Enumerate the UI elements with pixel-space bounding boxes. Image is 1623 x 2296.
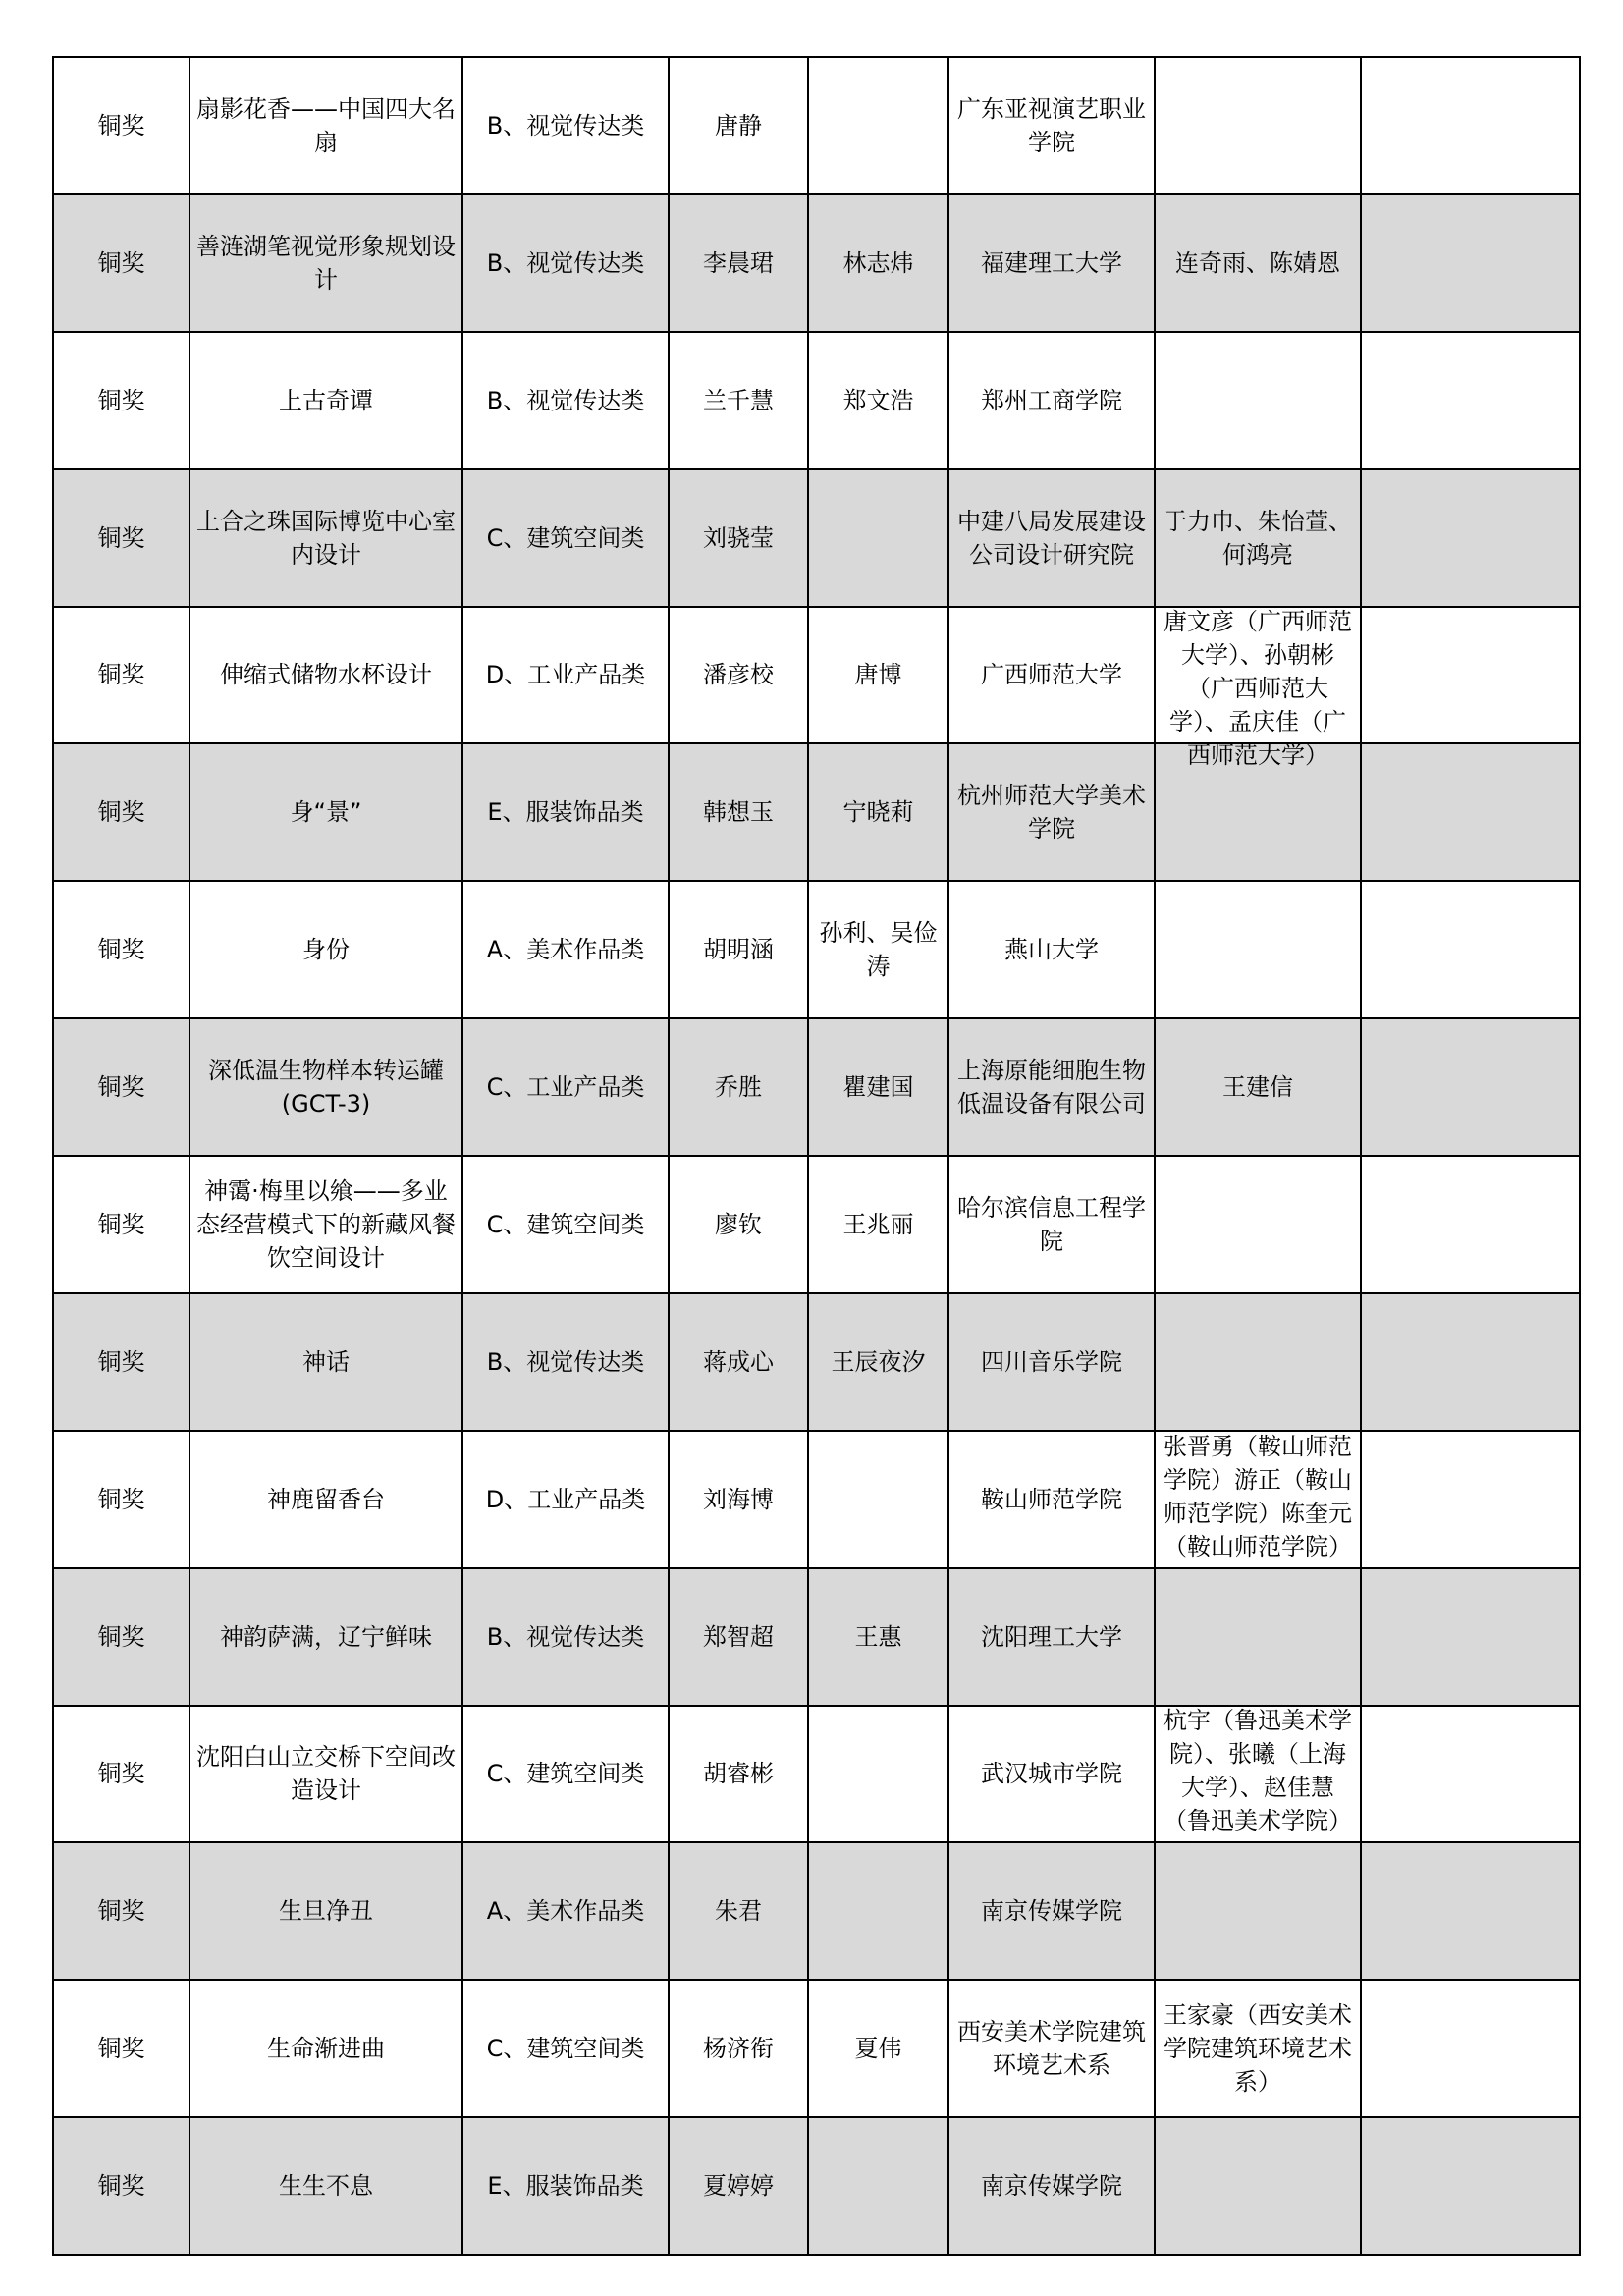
cell-text: 夏婷婷 xyxy=(703,2172,774,2201)
cell-text: 伸缩式储物水杯设计 xyxy=(220,661,432,689)
cell-advisor xyxy=(808,881,948,1018)
table-row xyxy=(53,607,1580,744)
cell-title xyxy=(189,1431,462,1568)
cell-text: 潘彦校 xyxy=(703,661,774,689)
table-body xyxy=(53,57,1580,2255)
cell-members xyxy=(1155,881,1361,1018)
cell-text: 哈尔滨信息工程学院 xyxy=(957,1193,1146,1255)
cell-school xyxy=(948,1706,1155,1843)
cell-advisor xyxy=(808,57,948,194)
cell-text: 王家豪（西安美术学院建筑环境艺术系） xyxy=(1163,2001,1352,2097)
cell-text: C、建筑空间类 xyxy=(486,1210,645,1238)
cell-text: 杨济衔 xyxy=(703,2035,774,2063)
table-row xyxy=(53,469,1580,607)
table-row xyxy=(53,881,1580,1018)
cell-text: 夏伟 xyxy=(854,2035,902,2063)
cell-award xyxy=(53,607,189,744)
cell-text: 神鹿留香台 xyxy=(267,1485,385,1513)
cell-category xyxy=(462,1706,669,1843)
cell-award xyxy=(53,2117,189,2255)
cell-school xyxy=(948,1293,1155,1431)
table-row xyxy=(53,1293,1580,1431)
cell-school xyxy=(948,1980,1155,2117)
cell-text: 兰千慧 xyxy=(703,386,774,414)
cell-text: 铜奖 xyxy=(97,386,145,414)
cell-advisor xyxy=(808,1706,948,1843)
cell-title xyxy=(189,1980,462,2117)
cell-award xyxy=(53,1980,189,2117)
cell-note xyxy=(1361,332,1580,469)
cell-text: 南京传媒学院 xyxy=(981,2172,1122,2201)
cell-author xyxy=(669,881,808,1018)
cell-category xyxy=(462,607,669,744)
cell-text: B、视觉传达类 xyxy=(486,111,645,139)
cell-advisor xyxy=(808,194,948,332)
cell-members xyxy=(1155,1842,1361,1980)
cell-award xyxy=(53,57,189,194)
cell-text: 唐文彦（广西师范大学）、孙朝彬（广西师范大学）、孟庆佳（广 xyxy=(1163,608,1352,737)
cell-advisor xyxy=(808,1431,948,1568)
cell-note xyxy=(1361,1980,1580,2117)
cell-note xyxy=(1361,1568,1580,1706)
cell-text: 生旦净丑 xyxy=(279,1897,373,1926)
cell-advisor xyxy=(808,743,948,881)
cell-advisor xyxy=(808,607,948,744)
cell-author xyxy=(669,607,808,744)
cell-note xyxy=(1361,607,1580,744)
cell-text: C、工业产品类 xyxy=(486,1073,645,1102)
cell-title xyxy=(189,607,462,744)
cell-text: 铜奖 xyxy=(97,661,145,689)
cell-text: 四川音乐学院 xyxy=(981,1347,1122,1376)
cell-school xyxy=(948,469,1155,607)
cell-text: 扇影花香——中国四大名扇 xyxy=(196,94,456,156)
cell-text: 王兆丽 xyxy=(842,1210,914,1238)
cell-text: A、美术作品类 xyxy=(486,936,645,964)
cell-category xyxy=(462,469,669,607)
cell-text: 铜奖 xyxy=(97,1073,145,1102)
cell-category xyxy=(462,2117,669,2255)
cell-text: 深低温生物样本转运罐(GCT-3) xyxy=(208,1057,444,1119)
cell-category xyxy=(462,1293,669,1431)
cell-text: 铜奖 xyxy=(97,1347,145,1376)
cell-text: 西安美术学院建筑环境艺术系 xyxy=(957,2018,1146,2080)
cell-school xyxy=(948,1568,1155,1706)
cell-school xyxy=(948,2117,1155,2255)
cell-note xyxy=(1361,57,1580,194)
cell-author xyxy=(669,2117,808,2255)
table-row xyxy=(53,2117,1580,2255)
cell-school xyxy=(948,607,1155,744)
cell-text: E、服装饰品类 xyxy=(487,2172,644,2201)
cell-author xyxy=(669,1293,808,1431)
cell-award xyxy=(53,1842,189,1980)
cell-text: 上海原能细胞生物低温设备有限公司 xyxy=(957,1057,1146,1119)
cell-text: 于力巾、朱怡萱、何鸿亮 xyxy=(1163,507,1352,569)
cell-text: 廖钦 xyxy=(715,1210,762,1238)
cell-note xyxy=(1361,881,1580,1018)
cell-advisor xyxy=(808,2117,948,2255)
cell-text: 沈阳理工大学 xyxy=(981,1622,1122,1651)
cell-award xyxy=(53,469,189,607)
cell-text: 瞿建国 xyxy=(842,1073,914,1102)
cell-note xyxy=(1361,743,1580,881)
cell-text: 铜奖 xyxy=(97,1485,145,1513)
cell-text: 郑州工商学院 xyxy=(981,386,1122,414)
cell-note xyxy=(1361,469,1580,607)
cell-note xyxy=(1361,1842,1580,1980)
cell-text: 广东亚视演艺职业学院 xyxy=(957,94,1146,156)
cell-text: 郑文浩 xyxy=(842,386,914,414)
cell-author xyxy=(669,1431,808,1568)
cell-title xyxy=(189,1293,462,1431)
cell-text: B、视觉传达类 xyxy=(486,1347,645,1376)
cell-text: 铜奖 xyxy=(97,111,145,139)
cell-note xyxy=(1361,1431,1580,1568)
cell-members xyxy=(1155,194,1361,332)
cell-text: 身“景” xyxy=(290,798,362,827)
cell-title xyxy=(189,194,462,332)
cell-members xyxy=(1155,57,1361,194)
cell-school xyxy=(948,194,1155,332)
cell-author xyxy=(669,743,808,881)
cell-author xyxy=(669,469,808,607)
cell-text: 铜奖 xyxy=(97,936,145,964)
table-row xyxy=(53,1156,1580,1293)
cell-text: D、工业产品类 xyxy=(485,661,646,689)
cell-text: 胡明涵 xyxy=(703,936,774,964)
cell-title xyxy=(189,57,462,194)
cell-note xyxy=(1361,1018,1580,1156)
cell-title xyxy=(189,743,462,881)
cell-text: D、工业产品类 xyxy=(485,1485,646,1513)
cell-members xyxy=(1155,1156,1361,1293)
cell-text: 沈阳白山立交桥下空间改造设计 xyxy=(196,1743,456,1805)
cell-text: 朱君 xyxy=(715,1897,762,1926)
cell-category xyxy=(462,1431,669,1568)
table-row xyxy=(53,57,1580,194)
cell-advisor xyxy=(808,1156,948,1293)
cell-award xyxy=(53,1568,189,1706)
cell-school xyxy=(948,1156,1155,1293)
cell-members xyxy=(1155,1568,1361,1706)
cell-title xyxy=(189,881,462,1018)
cell-text: A、美术作品类 xyxy=(486,1897,645,1926)
cell-text: 神霭·梅里以飨——多业态经营模式下的新藏风餐饮空间设计 xyxy=(196,1176,456,1272)
cell-text: 杭宇（鲁迅美术学院）、张曦（上海大学）、赵佳慧（鲁迅美术学院） xyxy=(1163,1707,1352,1835)
cell-members xyxy=(1155,1293,1361,1431)
cell-award xyxy=(53,1706,189,1843)
cell-text: 铜奖 xyxy=(97,2035,145,2063)
cell-author xyxy=(669,1018,808,1156)
cell-category xyxy=(462,743,669,881)
cell-text: 韩想玉 xyxy=(703,798,774,827)
cell-text: 林志炜 xyxy=(842,248,914,277)
cell-note xyxy=(1361,2117,1580,2255)
cell-text: 孙利、吴俭涛 xyxy=(819,919,938,981)
cell-text: 宁晓莉 xyxy=(842,798,914,827)
cell-text: 郑智超 xyxy=(703,1622,774,1651)
cell-note xyxy=(1361,1706,1580,1843)
cell-text: 武汉城市学院 xyxy=(981,1760,1122,1788)
cell-author xyxy=(669,1980,808,2117)
cell-text: 刘骁莹 xyxy=(703,523,774,552)
cell-text: 铜奖 xyxy=(97,1622,145,1651)
cell-text: 身份 xyxy=(302,936,350,964)
cell-members xyxy=(1155,1018,1361,1156)
cell-text: C、建筑空间类 xyxy=(486,2035,645,2063)
cell-advisor xyxy=(808,469,948,607)
cell-school xyxy=(948,57,1155,194)
cell-author xyxy=(669,1842,808,1980)
cell-school xyxy=(948,1431,1155,1568)
cell-school xyxy=(948,1018,1155,1156)
table-row xyxy=(53,1706,1580,1843)
cell-text: 铜奖 xyxy=(97,1760,145,1788)
cell-advisor xyxy=(808,1568,948,1706)
cell-members xyxy=(1155,1706,1361,1843)
cell-school xyxy=(948,881,1155,1018)
cell-category xyxy=(462,1980,669,2117)
cell-text: 唐博 xyxy=(854,661,902,689)
table-row xyxy=(53,332,1580,469)
cell-members xyxy=(1155,1980,1361,2117)
cell-text: B、视觉传达类 xyxy=(486,1622,645,1651)
cell-members xyxy=(1155,607,1361,744)
cell-text: 中建八局发展建设公司设计研究院 xyxy=(957,507,1146,569)
cell-text: 杭州师范大学美术学院 xyxy=(957,782,1146,844)
cell-award xyxy=(53,1293,189,1431)
cell-note xyxy=(1361,1293,1580,1431)
cell-text: 上古奇谭 xyxy=(279,386,373,414)
cell-category xyxy=(462,1842,669,1980)
cell-title xyxy=(189,469,462,607)
cell-text: E、服装饰品类 xyxy=(487,798,644,827)
cell-title xyxy=(189,1842,462,1980)
cell-category xyxy=(462,194,669,332)
cell-advisor xyxy=(808,1842,948,1980)
cell-members xyxy=(1155,1431,1361,1568)
cell-author xyxy=(669,1706,808,1843)
cell-award xyxy=(53,1018,189,1156)
cell-category xyxy=(462,881,669,1018)
cell-text: 乔胜 xyxy=(715,1073,762,1102)
cell-text: 广西师范大学 xyxy=(981,661,1122,689)
cell-text: 上合之珠国际博览中心室内设计 xyxy=(196,507,456,569)
cell-text: 张晋勇（鞍山师范学院）游正（鞍山师范学院）陈奎元（鞍山师范学院） xyxy=(1163,1432,1352,1560)
table-row xyxy=(53,194,1580,332)
cell-text: 神韵萨满，辽宁鲜味 xyxy=(220,1622,432,1651)
cell-text: C、建筑空间类 xyxy=(486,1760,645,1788)
cell-advisor xyxy=(808,1980,948,2117)
cell-category xyxy=(462,57,669,194)
cell-title xyxy=(189,1156,462,1293)
cell-members xyxy=(1155,469,1361,607)
cell-school xyxy=(948,1842,1155,1980)
cell-advisor xyxy=(808,1293,948,1431)
cell-award xyxy=(53,332,189,469)
cell-text: 善涟湖笔视觉形象规划设计 xyxy=(196,232,456,294)
cell-text: 连奇雨、陈婧恩 xyxy=(1175,248,1340,277)
cell-category xyxy=(462,332,669,469)
cell-text: 生命渐进曲 xyxy=(267,2035,385,2063)
table-row xyxy=(53,1431,1580,1568)
table-row xyxy=(53,1018,1580,1156)
cell-members xyxy=(1155,332,1361,469)
cell-category xyxy=(462,1568,669,1706)
cell-note xyxy=(1361,1156,1580,1293)
cell-title xyxy=(189,1018,462,1156)
table-row xyxy=(53,1568,1580,1706)
cell-title xyxy=(189,2117,462,2255)
cell-note xyxy=(1361,194,1580,332)
cell-award xyxy=(53,194,189,332)
cell-text: 胡睿彬 xyxy=(703,1760,774,1788)
cell-text: 生生不息 xyxy=(279,2172,373,2201)
cell-text: 鞍山师范学院 xyxy=(981,1485,1122,1513)
cell-text: 铜奖 xyxy=(97,523,145,552)
cell-author xyxy=(669,194,808,332)
cell-text: 蒋成心 xyxy=(703,1347,774,1376)
cell-award xyxy=(53,1156,189,1293)
cell-school xyxy=(948,332,1155,469)
cell-members xyxy=(1155,2117,1361,2255)
cell-award xyxy=(53,743,189,881)
cell-school xyxy=(948,743,1155,881)
cell-text: 李晨珺 xyxy=(703,248,774,277)
cell-award xyxy=(53,1431,189,1568)
cell-text: 铜奖 xyxy=(97,1897,145,1926)
cell-advisor xyxy=(808,332,948,469)
cell-text: 刘海博 xyxy=(703,1485,774,1513)
cell-text: B、视觉传达类 xyxy=(486,386,645,414)
cell-author xyxy=(669,1156,808,1293)
cell-text: 铜奖 xyxy=(97,798,145,827)
award-table xyxy=(52,56,1581,2256)
table-row xyxy=(53,1980,1580,2117)
cell-title xyxy=(189,1706,462,1843)
cell-author xyxy=(669,332,808,469)
cell-text: 王惠 xyxy=(854,1622,902,1651)
cell-category xyxy=(462,1156,669,1293)
cell-text: 燕山大学 xyxy=(1004,936,1099,964)
cell-award xyxy=(53,881,189,1018)
cell-text: B、视觉传达类 xyxy=(486,248,645,277)
cell-author xyxy=(669,1568,808,1706)
table-row xyxy=(53,1842,1580,1980)
cell-text: 神话 xyxy=(302,1347,350,1376)
cell-text: 南京传媒学院 xyxy=(981,1897,1122,1926)
cell-category xyxy=(462,1018,669,1156)
cell-advisor xyxy=(808,1018,948,1156)
cell-text: 王辰夜汐 xyxy=(831,1347,926,1376)
cell-text: 铜奖 xyxy=(97,1210,145,1238)
cell-text: 铜奖 xyxy=(97,2172,145,2201)
cell-title xyxy=(189,1568,462,1706)
cell-text: 王建信 xyxy=(1222,1073,1293,1102)
cell-title xyxy=(189,332,462,469)
cell-text: C、建筑空间类 xyxy=(486,523,645,552)
cell-author xyxy=(669,57,808,194)
cell-text: 唐静 xyxy=(715,111,762,139)
cell-text: 铜奖 xyxy=(97,248,145,277)
cell-text: 福建理工大学 xyxy=(981,248,1122,277)
